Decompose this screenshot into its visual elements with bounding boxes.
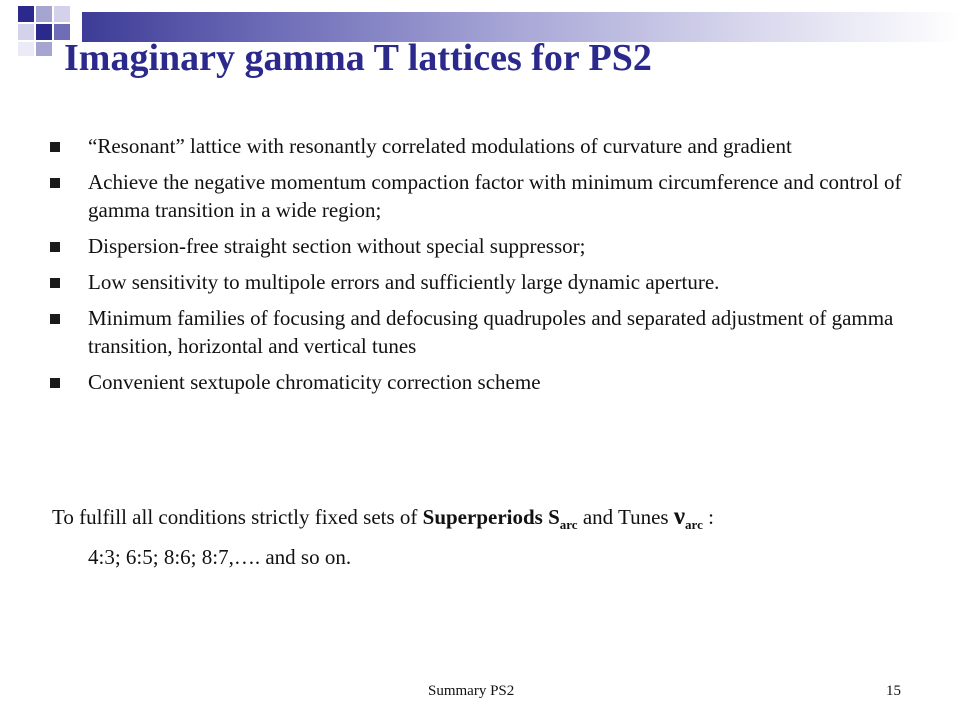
slide-title: Imaginary gamma T lattices for PS2	[64, 37, 652, 79]
superperiods-label: Superperiods S	[422, 505, 560, 529]
conditions-paragraph	[52, 503, 714, 539]
bullet-text: Low sensitivity to multipole errors and sufficiently large dynamic aperture.	[88, 270, 720, 294]
bullet-item	[50, 132, 910, 160]
bullet-text: “Resonant” lattice with resonantly correlated modulations of curvature and gradient	[88, 134, 792, 158]
footer-text: Summary PS2	[428, 683, 515, 699]
header-square	[18, 42, 34, 56]
tunes-label: and Tunes	[582, 505, 669, 529]
header-square	[54, 6, 70, 22]
header-square	[36, 42, 52, 56]
header-square	[18, 24, 34, 40]
bullet-text: Convenient sextupole chromaticity correction scheme	[88, 370, 541, 394]
superperiods-subscript: arc	[559, 517, 578, 533]
nu-symbol: ν	[673, 503, 686, 530]
bullet-list	[50, 132, 910, 404]
bullet-text: Dispersion-free straight section without special suppressor;	[88, 234, 586, 258]
bullet-text: Minimum families of focusing and defocusing quadrupoles and separated adjustment of gamma transition, horizontal and vertical tunes	[88, 306, 894, 358]
bullet-item	[50, 232, 910, 260]
header-square	[36, 6, 52, 22]
square-bullet-icon	[50, 178, 60, 188]
square-bullet-icon	[50, 242, 60, 252]
page-number: 15	[886, 683, 901, 699]
bullet-text: Achieve the negative momentum compaction factor with minimum circumference and control of gamma transition in a wide region;	[88, 170, 902, 222]
bullet-item	[50, 368, 910, 396]
bullet-item	[50, 168, 910, 224]
tune-ratios: 4:3; 6:5; 8:6; 8:7,…. and so on.	[88, 545, 352, 569]
square-bullet-icon	[50, 314, 60, 324]
square-bullet-icon	[50, 278, 60, 288]
header-square	[18, 6, 34, 22]
nu-subscript: arc	[685, 517, 703, 533]
square-bullet-icon	[50, 378, 60, 388]
header-square	[36, 24, 52, 40]
bullet-item	[50, 304, 910, 360]
square-bullet-icon	[50, 142, 60, 152]
conditions-colon: :	[708, 505, 714, 529]
bullet-item	[50, 268, 910, 296]
conditions-intro: To fulfill all conditions strictly fixed sets of	[52, 505, 418, 529]
